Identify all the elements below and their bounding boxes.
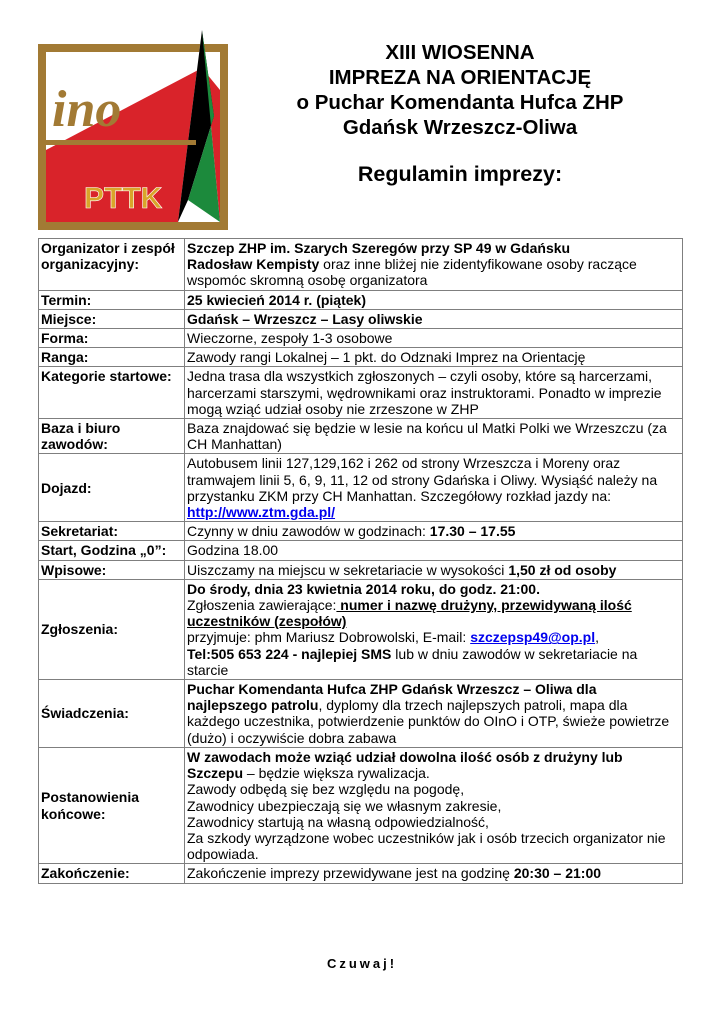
title-line-1: XIII WIOSENNA [385, 41, 535, 64]
regulations-table [38, 238, 683, 884]
row-label: Forma: [39, 329, 185, 348]
title-line-4: Gdańsk Wrzeszcz-Oliwa [342, 116, 578, 139]
row-label: Zakończenie: [39, 864, 185, 883]
row-value: Baza znajdować się będzie w lesie na końcu ul Matki Polki we Wrzeszczu (za CH Manhattan) [185, 419, 683, 454]
row-value: Do środy, dnia 23 kwietnia 2014 roku, do godz. 21:00. Zgłoszenia zawierające: numer i nazwę drużyny, przewidywaną ilość uczestników (zespołów) przyjmuje: phm Mariusz Dobrowolski, E-mail: szczepsp49@op.pl, Tel:505 653 224 - najlepiej SMS lub w dniu zawodów w sekretariacie na starcie [185, 579, 683, 679]
row-label: Organizator i zespół organizacyjny: [39, 239, 185, 291]
row-label: Kategorie startowe: [39, 367, 185, 419]
subtitle: Regulamin imprezy: [357, 162, 563, 186]
row-value: Jedna trasa dla wszystkich zgłoszonych – czyli osoby, które są harcerzami, harcerzami starszymi, wędrownikami oraz instruktorami. Ponadto w imprezie mogą wziąć udział osoby nie zrzeszone w ZHP [185, 367, 683, 419]
row-value: Autobusem linii 127,129,162 i 262 od strony Wrzeszcza i Moreny oraz tramwajem linii 5, 6, 9, 11, 12 od strony Gdańska i Oliwy. Wysiąść należy na przystanku ZKM przy CH Manhattan. Szczegółowy rozkład jazdy na: http://www.ztm.gda.pl/ [185, 454, 683, 522]
email-link[interactable]: szczepsp49@op.pl [470, 629, 596, 646]
logo-ino-text: ino [52, 81, 122, 138]
row-swiadczenia [39, 680, 683, 748]
row-value: Zawody rangi Lokalnej – 1 pkt. do Odznaki Imprez na Orientację [185, 348, 683, 367]
title-line-2: IMPREZA NA ORIENTACJĘ [328, 66, 592, 89]
row-label: Postanowienia końcowe: [39, 747, 185, 863]
row-ranga [39, 348, 683, 367]
logo-pttk-text: PTTK [84, 182, 163, 215]
row-label: Zgłoszenia: [39, 579, 185, 679]
row-label: Miejsce: [39, 309, 185, 328]
title-block [240, 40, 680, 187]
row-label: Termin: [39, 290, 185, 309]
row-value: Godzina 18.00 [185, 541, 683, 560]
row-value: W zawodach może wziąć udział dowolna ilość osób z drużyny lub Szczepu – będzie większa rywalizacja. Zawody odbędą się bez względu na pogodę, Zawodnicy ubezpieczają się we własnym zakresie, Zawodnicy startują na własną odpowiedzialność, Za szkody wyrządzone wobec uczestników jak i osób trzecich organizator nie odpowiada. [185, 747, 683, 863]
row-value: Gdańsk – Wrzeszcz – Lasy oliwskie [185, 309, 683, 328]
row-value: Szczep ZHP im. Szarych Szeregów przy SP 49 w Gdańsku Radosław Kempisty oraz inne bliżej nie zidentyfikowane osoby raczące wspomóc skromną osobę organizatora [185, 239, 683, 291]
row-label: Sekretariat: [39, 522, 185, 541]
row-value: Wieczorne, zespoły 1-3 osobowe [185, 329, 683, 348]
row-value: 25 kwiecień 2014 r. (piątek) [185, 290, 683, 309]
row-value: Uiszczamy na miejscu w sekretariacie w wysokości 1,50 zł od osoby [185, 560, 683, 579]
row-dojazd [39, 454, 683, 522]
row-start [39, 541, 683, 560]
row-value: Puchar Komendanta Hufca ZHP Gdańsk Wrzeszcz – Oliwa dla najlepszego patrolu, dyplomy dla trzech najlepszych patroli, mapa dla każdego uczestnika, potwierdzenie punktów do OInO i OTP, świeże powietrze (dużo) i oczywiście dobra zabawa [185, 680, 683, 748]
row-label: Baza i biuro zawodów: [39, 419, 185, 454]
row-sekretariat [39, 522, 683, 541]
row-zgloszenia [39, 579, 683, 679]
row-miejsce [39, 309, 683, 328]
row-value: Czynny w dniu zawodów w godzinach: 17.30 – 17.55 [185, 522, 683, 541]
row-label: Dojazd: [39, 454, 185, 522]
row-label: Wpisowe: [39, 560, 185, 579]
ztm-link[interactable]: http://www.ztm.gda.pl/ [187, 504, 336, 521]
row-baza [39, 419, 683, 454]
row-label: Start, Godzina „0”: [39, 541, 185, 560]
row-kategorie [39, 367, 683, 419]
title-line-3: o Puchar Komendanta Hufca ZHP [296, 91, 624, 114]
row-termin [39, 290, 683, 309]
row-label: Ranga: [39, 348, 185, 367]
row-zakonczenie [39, 864, 683, 883]
row-forma [39, 329, 683, 348]
row-organizer [39, 239, 683, 291]
row-label: Świadczenia: [39, 680, 185, 748]
row-value: Zakończenie imprezy przewidywane jest na godzinę 20:30 – 21:00 [185, 864, 683, 883]
row-postanowienia [39, 747, 683, 863]
row-wpisowe [39, 560, 683, 579]
ino-pttk-logo [38, 30, 228, 230]
footer-greeting: Czuwaj! [326, 956, 398, 971]
